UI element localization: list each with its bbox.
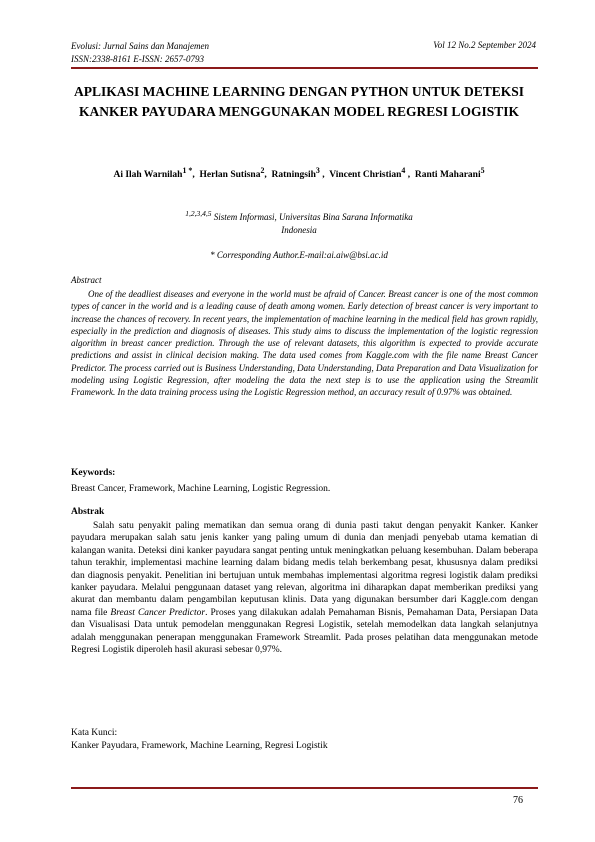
page-number: 76 <box>513 795 523 806</box>
abstrak-italic-filename: Breast Cancer Predictor <box>110 607 206 618</box>
journal-volume: Vol 12 No.2 September 2024 <box>433 40 536 50</box>
keywords-text: Breast Cancer, Framework, Machine Learning, Logistic Regression. <box>71 484 331 494</box>
corresponding-author: * Corresponding Author.E-mail:ai.aiw@bsi.ac.id <box>210 250 388 260</box>
affiliation <box>60 208 538 236</box>
abstrak-text-part1: Salah satu penyakit paling mematikan dan semua orang di dunia pasti takut dengan penyakit Kanker. Kanker payudara merupakan salah satu jenis kanker yang paling umum di dunia dan menjadi penyebab utama kematian di kalangan wanita. Deteksi dini kanker payudara sangat penting untuk meningkatkan peluang kesembuhan. Dalam beberapa tahun terakhir, implementasi machine learning dalam bidang medis telah berkembang pesat, khususnya dalam prediksi dan diagnosis penyakit. Penelitian ini bertujuan untuk membahas implementasi algoritma regresi logistik dalam prediksi kanker payudara. Melalui penggunaan dataset yang relevan, algoritma ini diharapkan dapat memberikan prediksi yang akurat dan membantu dalam pengambilan keputusan klinis. Data yang digunakan bersumber dari Kaggle.com dengan nama file <box>71 521 538 618</box>
affiliation-line1: Sistem Informasi, Universitas Bina Sarana Informatika <box>213 212 413 222</box>
keywords-heading: Keywords: <box>71 468 116 478</box>
author-name: Vincent Christian <box>329 170 402 181</box>
author-list: Ai Ilah Warnilah$^{1 *}$, Herlan Sutisna$^2$, Ratningsih$^3$ , Vincent Christian$^4$ , Ranti Maharani$^5$ <box>113 166 485 181</box>
author-sup: 1 * <box>182 166 193 175</box>
author-sup: 2 <box>260 166 265 175</box>
kata-kunci-heading: Kata Kunci: <box>71 728 118 738</box>
affiliation-line2: Indonesia <box>281 224 317 235</box>
author-sup: 3 <box>315 166 320 175</box>
abstrak-text-part2: . Proses yang dilakukan adalah Pemahaman Bisnis, Pemahaman Data, Persiapan Data dan Visualisasi Data untuk pemodelan menggunakan Regresi Logistik, setelah memodelkan data langkah selanjutnya adalah menggunakan penerapan menggunakan Framework Streamlit. Pada proses pelatihan data menggunakan metode Regresi Logistik diperoleh hasil akurasi sebesar 0,97%. <box>71 607 538 656</box>
author-sup: 4 <box>401 166 406 175</box>
author-name: Ratningsih <box>271 170 316 181</box>
paper-title: APLIKASI MACHINE LEARNING DENGAN PYTHON UNTUK DETEKSI KANKER PAYUDARA MENGGUNAKAN MODEL REGRESI LOGISTIK <box>73 84 525 119</box>
header-rule <box>71 67 538 69</box>
author-name: Herlan Sutisna <box>199 170 261 181</box>
footer-rule <box>71 787 538 789</box>
running-header-left <box>71 40 209 66</box>
abstrak-heading: Abstrak <box>71 507 105 517</box>
abstract-heading: Abstract <box>71 275 102 285</box>
journal-issn: ISSN:2338-8161 E-ISSN: 2657-0793 <box>71 54 204 64</box>
author-name: Ranti Maharani <box>414 170 481 181</box>
journal-name: Evolusi: Jurnal Sains dan Manajemen <box>71 41 209 51</box>
kata-kunci-text: Kanker Payudara, Framework, Machine Learning, Regresi Logistik <box>71 741 328 751</box>
abstract-body: One of the deadliest diseases and everyone in the world must be afraid of Cancer. Breast cancer is one of the most common types of cancer in the world and is a leading cause of death among women. Early detection of breast cancer is very important to increase the chances of recovery. In recent years, the implementation of machine learning in the medical field has grown rapidly, especially in the prediction and diagnosis of diseases. This study aims to discuss the implementation of the logistic regression algorithm in breast cancer prediction. Through the use of relevant datasets, this algorithm is expected to provide accurate predictions and assist in clinical decision making. The data used comes from Kaggle.com with the file name Breast Cancer Predictor. The process carried out is Business Understanding, Data Understanding, Data Preparation and Data Visualization for modeling using Logistic Regression, after modeling the data the next step is to use the application using the Streamlit Framework. In the data training process using the Logistic Regression method, an accuracy result of 0.97% was obtained. <box>71 289 538 398</box>
author-name: Ai Ilah Warnilah <box>113 170 183 181</box>
abstrak-body <box>71 520 538 656</box>
author-sup: 5 <box>480 166 485 175</box>
affiliation-sup: 1,2,3,4,5 <box>185 209 212 218</box>
